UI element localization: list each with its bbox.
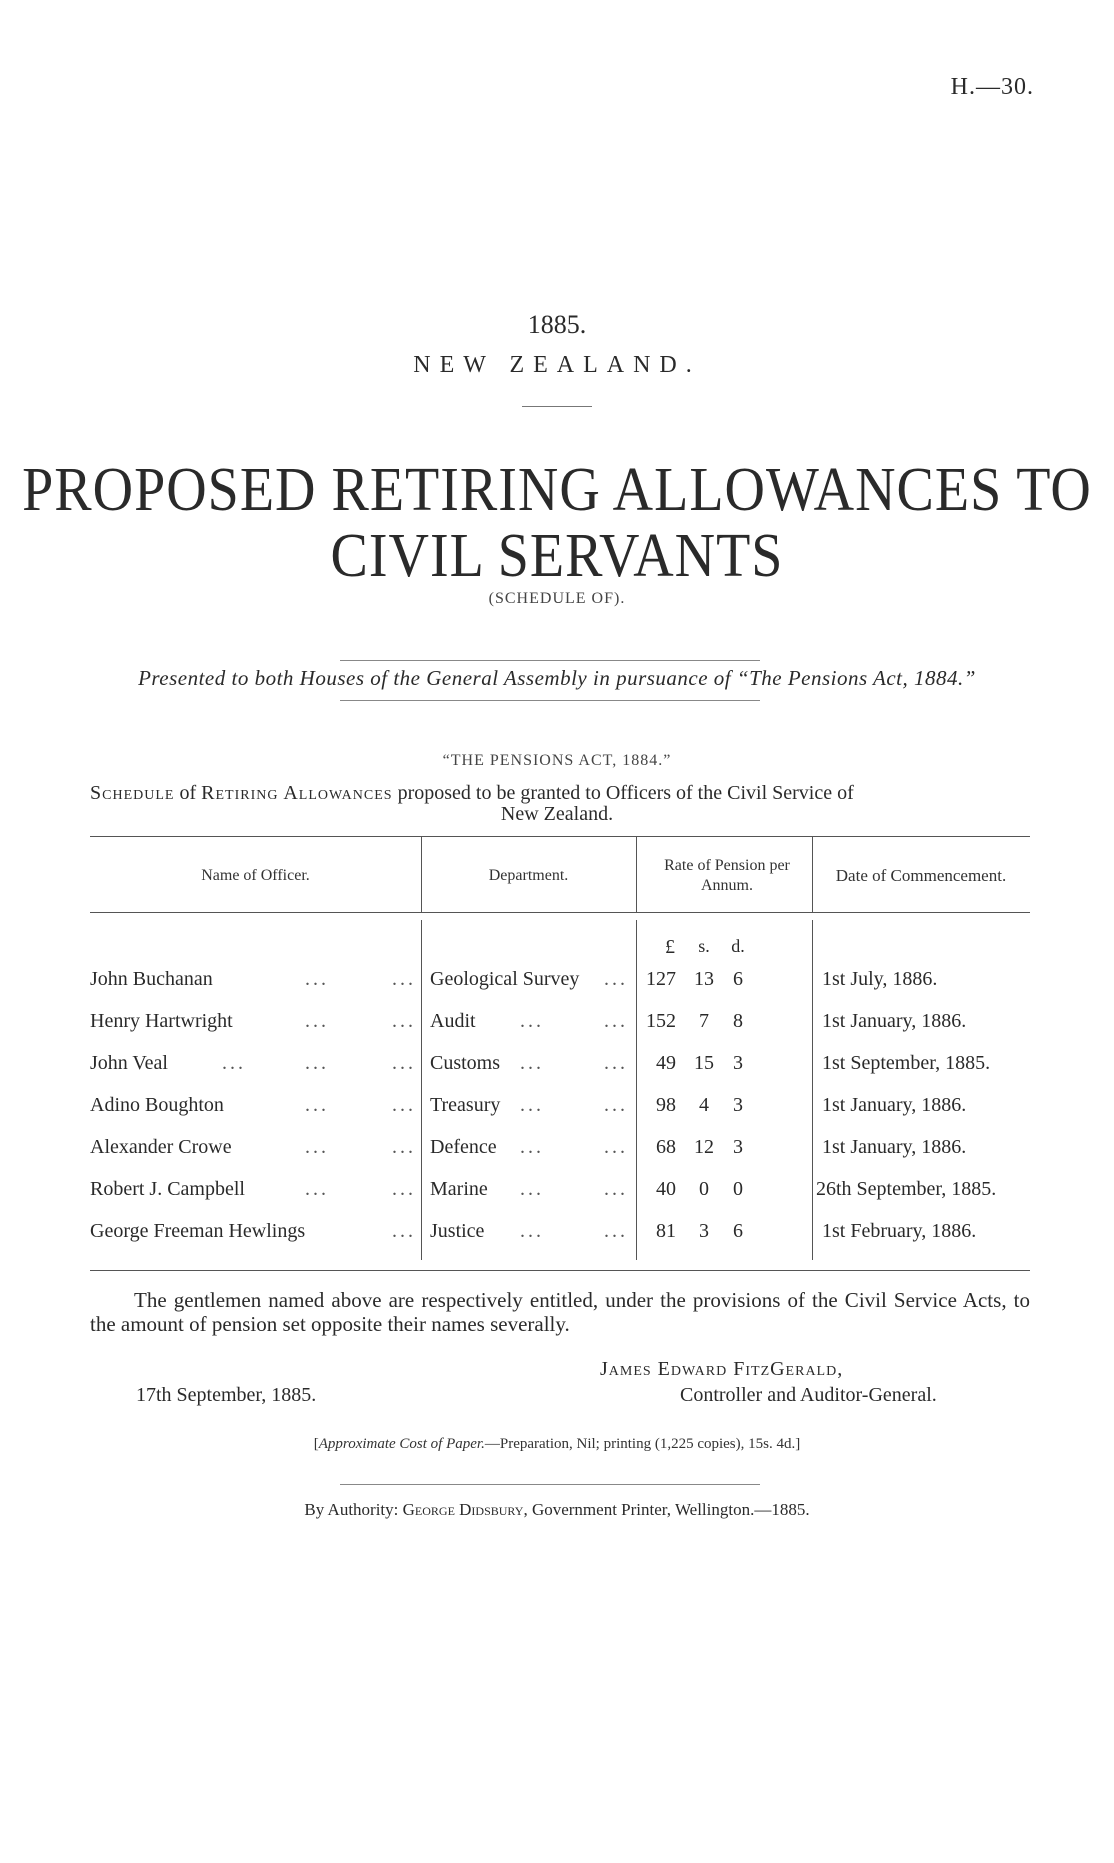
paper-reference: H.—30. [950, 74, 1034, 100]
authority-suffix: , Government Printer, Wellington.—1885. [523, 1500, 810, 1519]
presented-statement: Presented to both Houses of the General Assembly in pursuance of “The Pensions Act, 1884.” [138, 666, 976, 690]
col-divider [421, 920, 422, 1260]
entitlement-note: The gentlemen named above are respectively entitled, under the provisions of the Civil Service Acts, to the amount of pension set opposite their names severally. [90, 1288, 1030, 1336]
header-department: Department. [488, 867, 569, 884]
header-name: Name of Officer. [201, 867, 310, 884]
pence: 3 [733, 1094, 743, 1116]
pence: 3 [733, 1052, 743, 1074]
leader-dots: ... [305, 1178, 329, 1200]
leader-dots: ... [604, 1094, 628, 1116]
shillings: 0 [699, 1178, 709, 1200]
printer-authority [0, 1500, 1114, 1520]
schedule-word: Schedule [90, 782, 175, 804]
title-line-1: PROPOSED RETIRING ALLOWANCES TO [22, 455, 1092, 525]
leader-dots: ... [520, 1052, 544, 1074]
leader-dots: ... [604, 1136, 628, 1158]
pounds: 49 [656, 1052, 676, 1074]
divider [340, 660, 760, 661]
printer-name: George Didsbury [402, 1500, 524, 1519]
pounds: 81 [656, 1220, 676, 1242]
header-rate: Rate of Pension per Annum. [664, 857, 790, 894]
divider [340, 700, 760, 701]
leader-dots: ... [305, 1136, 329, 1158]
officer-name: John Buchanan [90, 968, 213, 990]
officer-name: Adino Boughton [90, 1094, 224, 1116]
pence: 3 [733, 1136, 743, 1158]
schedule-heading [90, 782, 1034, 804]
commencement-date: 1st July, 1886. [822, 968, 938, 990]
signature-date: 17th September, 1885. [136, 1384, 317, 1406]
currency-shillings: s. [698, 936, 710, 956]
leader-dots: ... [392, 1178, 416, 1200]
act-title: “THE PENSIONS ACT, 1884.” [442, 752, 672, 769]
department: Customs [430, 1052, 501, 1074]
leader-dots: ... [392, 1136, 416, 1158]
col-divider [812, 920, 813, 1260]
pounds: 68 [656, 1136, 676, 1158]
commencement-date: 1st January, 1886. [822, 1094, 967, 1116]
pence: 0 [733, 1178, 743, 1200]
cost-of-paper: [Approximate Cost of Paper.—Preparation, Nil; printing (1,225 copies), 15s. 4d.] [313, 1436, 801, 1452]
shillings: 4 [699, 1094, 709, 1116]
pounds: 98 [656, 1094, 676, 1116]
department: Geological Survey [430, 968, 580, 990]
leader-dots: ... [392, 1010, 416, 1032]
schedule-tail: New Zealand. [500, 803, 614, 825]
header-date: Date of Commencement. [835, 866, 1007, 885]
leader-dots: ... [392, 1220, 416, 1242]
leader-dots: ... [604, 1220, 628, 1242]
shillings: 15 [694, 1052, 714, 1074]
pounds: 40 [656, 1178, 676, 1200]
divider [340, 1484, 760, 1485]
leader-dots: ... [520, 1178, 544, 1200]
leader-dots: ... [520, 1136, 544, 1158]
subtitle: (SCHEDULE OF). [488, 590, 626, 607]
officer-name: John Veal [90, 1052, 168, 1074]
pence: 8 [733, 1010, 743, 1032]
pounds: 152 [646, 1010, 676, 1032]
schedule-of: of [179, 782, 197, 804]
authority-prefix: By Authority: [304, 1500, 399, 1519]
table-header-rule [90, 912, 1030, 913]
leader-dots: ... [305, 1094, 329, 1116]
commencement-date: 26th September, 1885. [816, 1178, 997, 1200]
officer-name: Alexander Crowe [90, 1136, 232, 1158]
department: Justice [430, 1220, 485, 1242]
divider [522, 406, 592, 407]
commencement-date: 1st January, 1886. [822, 1010, 967, 1032]
schedule-rest: proposed to be granted to Officers of the Civil Service of [397, 782, 854, 804]
leader-dots: ... [222, 1052, 246, 1074]
leader-dots: ... [305, 1052, 329, 1074]
year: 1885. [527, 310, 587, 339]
col-divider [636, 836, 637, 912]
leader-dots: ... [305, 1010, 329, 1032]
signatory-title: Controller and Auditor-General. [680, 1384, 937, 1406]
pence: 6 [733, 968, 743, 990]
currency-pence: d. [731, 936, 745, 956]
pounds: 127 [646, 968, 676, 990]
department: Treasury [430, 1094, 501, 1116]
country: NEW ZEALAND. [413, 352, 701, 378]
leader-dots: ... [604, 1052, 628, 1074]
leader-dots: ... [604, 968, 628, 990]
signatory-name: James Edward FitzGerald, [600, 1358, 844, 1380]
department: Audit [430, 1010, 476, 1032]
table-top-rule [90, 836, 1030, 837]
shillings: 12 [694, 1136, 714, 1158]
shillings: 13 [694, 968, 714, 990]
commencement-date: 1st January, 1886. [822, 1136, 967, 1158]
officer-name: George Freeman Hewlings [90, 1220, 306, 1242]
cost-label: Approximate Cost of Paper. [318, 1436, 485, 1452]
leader-dots: ... [520, 1010, 544, 1032]
leader-dots: ... [392, 968, 416, 990]
department: Marine [430, 1178, 488, 1200]
commencement-date: 1st February, 1886. [822, 1220, 977, 1242]
leader-dots: ... [604, 1178, 628, 1200]
shillings: 3 [699, 1220, 709, 1242]
leader-dots: ... [305, 968, 329, 990]
title-line-2: CIVIL SERVANTS [330, 521, 784, 591]
col-divider [636, 920, 637, 1260]
leader-dots: ... [604, 1010, 628, 1032]
pence: 6 [733, 1220, 743, 1242]
commencement-date: 1st September, 1885. [822, 1052, 991, 1074]
schedule-retiring-allowances: Retiring Allowances [201, 782, 393, 804]
leader-dots: ... [392, 1094, 416, 1116]
cost-text: —Preparation, Nil; printing (1,225 copies), 15s. 4d.] [484, 1436, 801, 1452]
shillings: 7 [699, 1010, 709, 1032]
table-bottom-rule [90, 1270, 1030, 1271]
department: Defence [430, 1136, 497, 1158]
officer-name: Robert J. Campbell [90, 1178, 245, 1200]
leader-dots: ... [520, 1094, 544, 1116]
officer-name: Henry Hartwright [90, 1010, 233, 1032]
leader-dots: ... [520, 1220, 544, 1242]
leader-dots: ... [392, 1052, 416, 1074]
currency-pounds: £ [665, 936, 675, 958]
